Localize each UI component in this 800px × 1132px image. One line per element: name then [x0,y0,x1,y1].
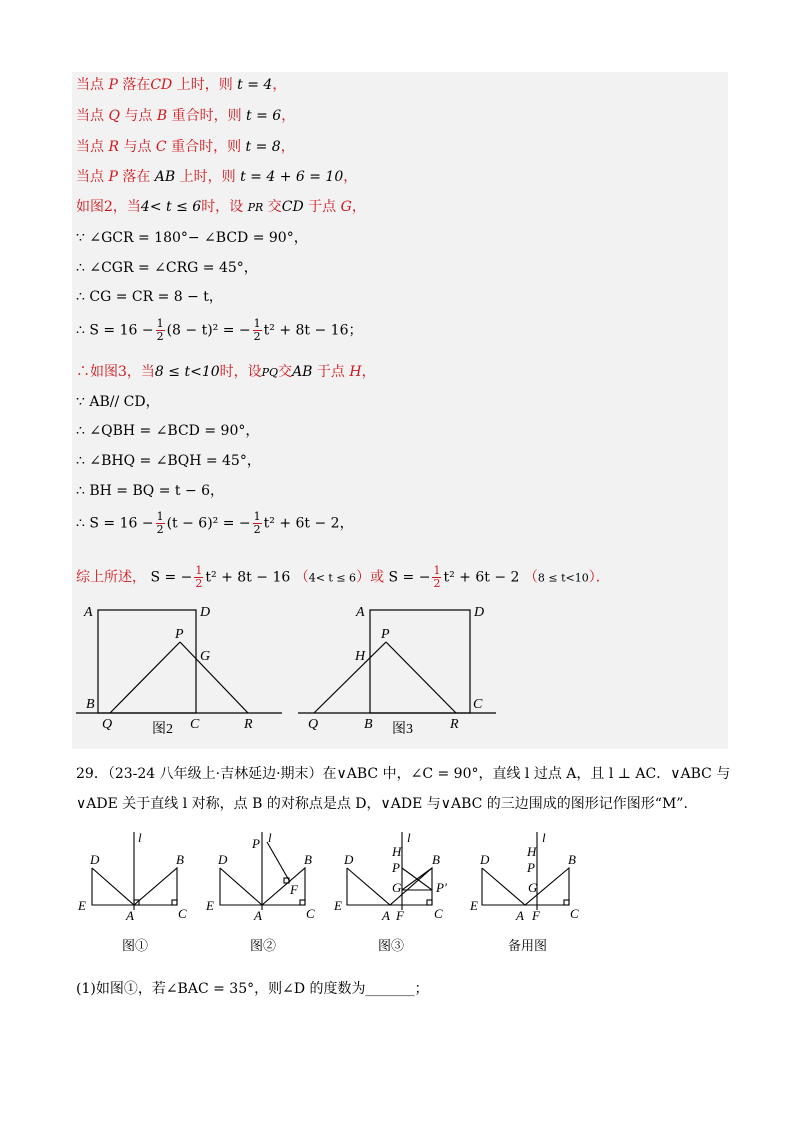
fig3q-label-A: A [382,908,390,923]
fig4-label-G: G [528,880,538,895]
fig4-label-H: H [527,844,537,859]
fig3q-label-E: E [334,898,342,913]
fig1-label-A: A [126,908,134,923]
fig3q-label-C: C [434,906,443,921]
fig1-caption: 图① [122,938,149,953]
fig4-label-B: B [568,852,576,867]
fig3-label-H: H [355,649,366,664]
fig3q-label-F: F [396,908,404,923]
solution-line-7: ∴ ∠CGR = ∠CRG = 45°， [76,260,258,276]
solution-line-6: ∵ ∠GCR = 180°− ∠BCD = 90°， [76,230,308,246]
fig2q-caption: 图② [250,938,277,953]
fig2q-label-B: B [304,852,312,867]
figure-2-3 [72,600,496,748]
fig4-label-A: A [516,908,524,923]
fig2-caption: 图2 [152,722,173,737]
fig4-label-D: D [480,852,490,867]
fig3-label-Q: Q [308,717,319,732]
fig3q-caption: 图③ [378,938,405,953]
fig3-label-A: A [356,605,365,620]
fig4-label-l: l [542,830,546,845]
fig2q-label-D: D [218,852,228,867]
solution-line-16: 综上所述， S = − $\frac{1}{2}$ t² + 8t − 16 （4< t ≤ 6）或 S = − $\frac{1}{2}$ t² + 6t − 2 （8 ≤ t<10）． [76,564,610,590]
question-figures [72,828,612,960]
fig2-label-R: R [244,717,253,732]
fig3q-label-D: D [344,852,354,867]
fig1-label-B: B [176,852,184,867]
fig2q-label-P: P [252,836,260,851]
fig3q-label-P: P [392,860,400,875]
fig1-label-l: l [138,830,142,845]
fig2q-label-F: F [290,882,298,897]
solution-line-9: ∴ S = 16 − $\frac{1}{2}$ (8 − t)² = − $\frac{1}{2}$ t² + 8t − 16； [76,317,363,343]
solution-line-2: 当点 Q 与点 B 重合时，则 t = 6， [76,108,296,124]
solution-line-8: ∴ CG = CR = 8 − t， [76,289,223,305]
fig2q-label-l: l [268,830,272,845]
fig2-label-C: C [190,717,200,732]
solution-line-14: ∴ BH = BQ = t − 6， [76,483,225,499]
solution-line-3: 当点 R 与点 C 重合时，则 t = 8， [76,139,295,155]
fig2q-label-A: A [254,908,262,923]
fig3-label-D: D [474,605,485,620]
fig2q-label-E: E [206,898,214,913]
fig3-caption: 图3 [392,722,413,737]
fig1-label-C: C [178,906,187,921]
fig3q-label-l: l [407,830,411,845]
fig1-label-E: E [78,898,86,913]
fig2-label-D: D [200,605,211,620]
solution-line-13: ∴ ∠BHQ = ∠BQH = 45°， [76,453,261,469]
fig3-label-B: B [364,717,373,732]
fig4-label-F: F [532,908,540,923]
fig3-label-C: C [473,697,483,712]
fig3q-label-P-prime: P′ [436,880,447,895]
fig3-label-R: R [450,717,459,732]
fig4-caption: 备用图 [508,938,548,953]
solution-line-11: ∵ AB// CD， [76,394,160,410]
question-line-1: 29．（23-24 八年级上·吉林延边·期末）在∨ABC 中，∠C = 90°，直线 l 过点 A，且 l ⊥ AC．∨ABC 与 [76,766,731,782]
solution-line-10: ∴如图3，当8 ≤ t<10时，设PQ交AB 于点 H， [76,364,376,380]
question-line-2: ∨ADE 关于直线 l 对称，点 B 的对称点是点 D，∨ADE 与∨ABC 的三边围成的图形记作图形“M”. [76,796,688,812]
fig1-label-D: D [90,852,100,867]
fig4-label-C: C [570,906,579,921]
fig3q-label-H: H [392,844,402,859]
solution-line-4: 当点 P 落在 AB 上时，则 t = 4 + 6 = 10， [76,169,358,185]
fig2-label-B: B [86,697,95,712]
fig4-label-P: P [527,860,535,875]
fig2q-label-C: C [306,906,315,921]
fig2-label-P: P [175,627,184,642]
question-sub-1: (1)如图①，若∠BAC = 35°，则∠D 的度数为_______； [76,981,429,997]
solution-line-5: 如图2，当4< t ≤ 6时，设 PR 交CD 于点 G， [76,199,366,215]
fig2-label-Q: Q [102,717,113,732]
fig3q-label-G: G [392,880,402,895]
fig3q-label-B: B [432,852,440,867]
fig2-label-G: G [200,649,211,664]
solution-line-12: ∴ ∠QBH = ∠BCD = 90°， [76,423,260,439]
solution-line-1: 当点 P 落在CD 上时，则 t = 4， [76,77,287,93]
fig2-label-A: A [84,605,93,620]
solution-line-15: ∴ S = 16 − $\frac{1}{2}$ (t − 6)² = − $\frac{1}{2}$ t² + 6t − 2， [76,510,354,536]
fig4-label-E: E [470,898,478,913]
fig3-label-P: P [381,627,390,642]
